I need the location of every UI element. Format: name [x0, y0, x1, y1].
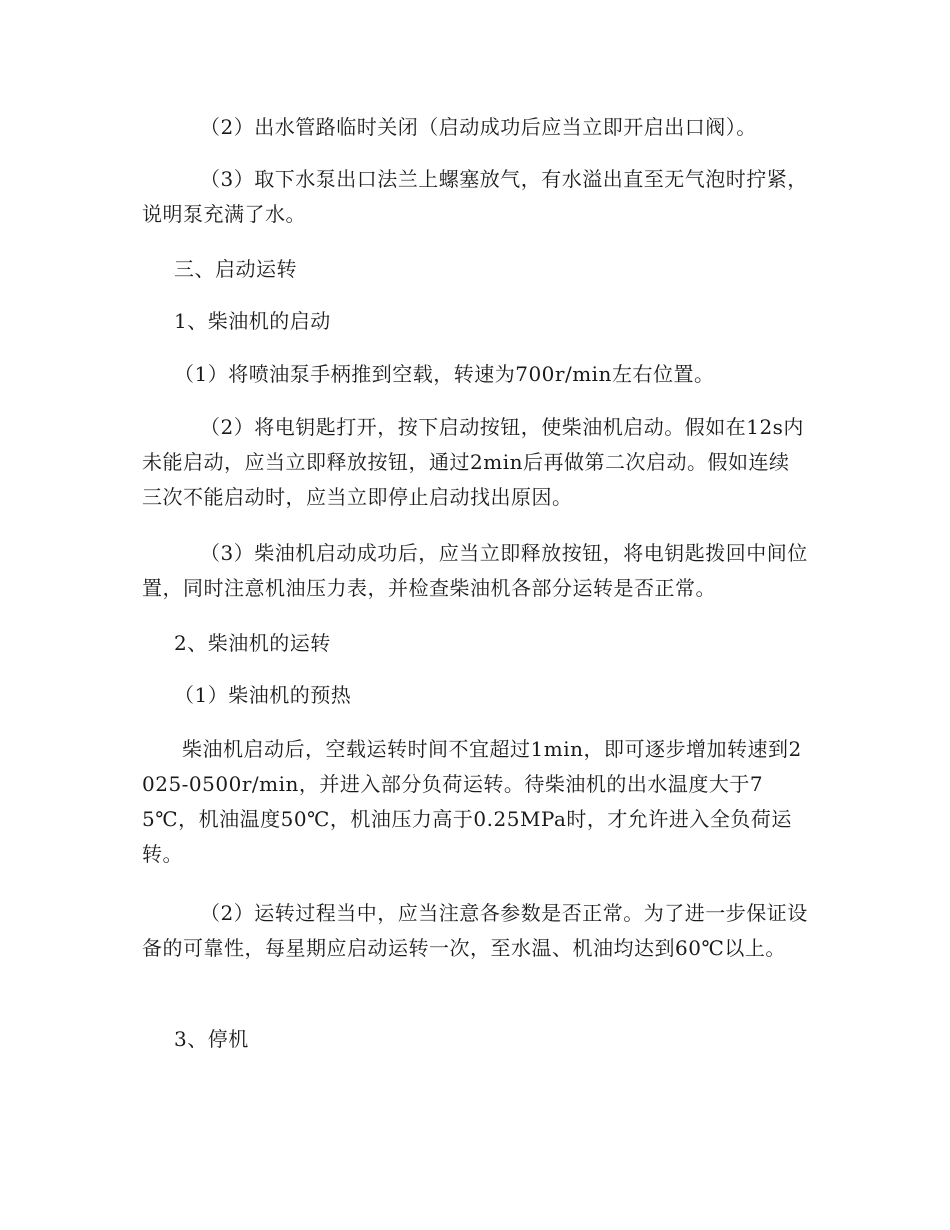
paragraph-fuel-pump-handle: （1）将喷油泵手柄推到空载，转速为700r/min左右位置。	[174, 362, 715, 386]
paragraph-outlet-pipe: （2）出水管路临时关闭（启动成功后应当立即开启出口阀）。	[200, 115, 757, 139]
paragraph-preheat-details: 柴油机启动后，空载运转时间不宜超过1min，即可逐步增加转速到2025-0500r/min，并进入部分负荷运转。待柴油机的出水温度大于75℃，机油温度50℃，机油压力高于0.25MPa时，才允许进入全负荷运转。	[142, 737, 802, 866]
paragraph-electric-key: （2）将电钥匙打开，按下启动按钮，使柴油机启动。假如在12s内未能启动，应当立即释放按钮，通过2min后再做第二次启动。假如连续三次不能启动时，应当立即停止启动找出原因。	[142, 415, 804, 509]
subheading-preheat: （1）柴油机的预热	[174, 683, 352, 707]
paragraph-operation-monitoring: （2）运转过程当中，应当注意各参数是否正常。为了进一步保证设备的可靠性，每星期应启动运转一次，至水温、机油均达到60℃以上。	[142, 901, 808, 960]
paragraph-venting: （3）取下水泵出口法兰上螺塞放气，有水溢出直至无气泡时拧紧，说明泵充满了水。	[142, 167, 808, 226]
section-heading-startup: 三、启动运转	[174, 257, 297, 281]
paragraph-after-start: （3）柴油机启动成功后，应当立即释放按钮，将电钥匙拨回中间位置，同时注意机油压力表，并检查柴油机各部分运转是否正常。	[142, 541, 808, 600]
subheading-shutdown: 3、停机	[174, 1027, 249, 1051]
subheading-diesel-start: 1、柴油机的启动	[174, 309, 331, 333]
subheading-diesel-operation: 2、柴油机的运转	[174, 631, 331, 655]
